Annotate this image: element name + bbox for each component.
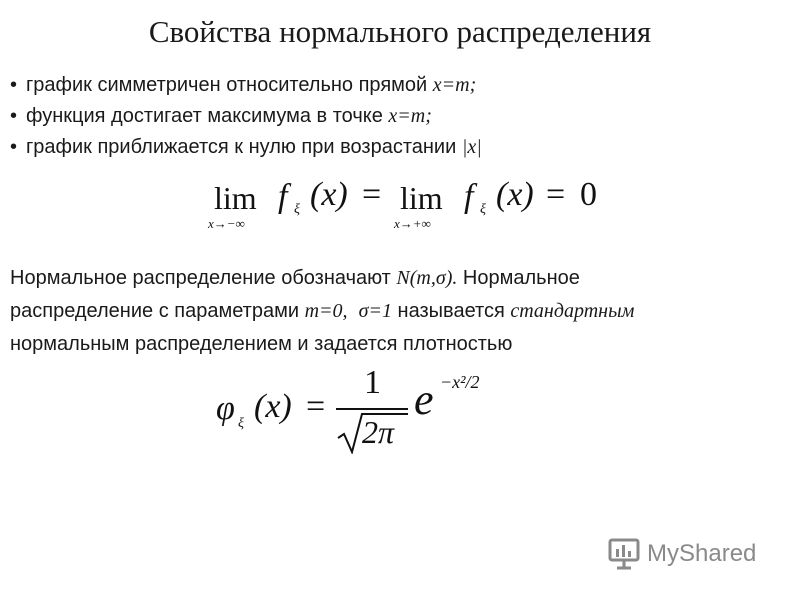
- param-sigma-math: σ=1: [358, 300, 392, 322]
- exp-power: −x²/2: [440, 372, 480, 392]
- text-span: Нормальное: [457, 267, 580, 289]
- density-formula: [216, 366, 516, 466]
- definition-paragraph: [10, 262, 790, 361]
- logo-text: MyShared: [647, 540, 757, 567]
- slide-title: Свойства нормального распределения: [148, 14, 652, 49]
- list-item-math: x=m;: [388, 105, 432, 127]
- fraction-bar: [336, 408, 408, 410]
- arg-right: (x): [496, 176, 534, 213]
- properties-list: [10, 70, 482, 163]
- xi-right: ξ: [480, 202, 486, 217]
- list-item-text: график симметричен относительно прямой: [26, 74, 433, 96]
- equals: =: [306, 388, 326, 425]
- paragraph-line: [10, 328, 790, 361]
- myshared-logo: [607, 537, 756, 571]
- text-span: распределение с параметрами: [10, 300, 305, 322]
- lim-left: lim: [214, 180, 257, 216]
- list-item-math: x=m;: [432, 74, 477, 96]
- text-span: Нормальное распределение обозначают: [10, 267, 397, 289]
- standard-term: стандартным: [510, 300, 635, 322]
- myshared-logo-icon: [607, 537, 641, 571]
- lim-left-subscript: x→−∞: [208, 216, 245, 231]
- denominator: 2π: [362, 414, 395, 450]
- phi-arg: (x): [254, 388, 292, 425]
- lim-right-subscript: x→+∞: [394, 216, 431, 231]
- limit-formula: [206, 176, 606, 236]
- equals-1: =: [362, 176, 382, 213]
- list-item-math: |x|: [461, 136, 482, 158]
- list-item-text: график приближается к нулю при возрастании: [26, 136, 462, 158]
- list-item: [10, 101, 482, 132]
- bullet-marker: •: [10, 74, 18, 96]
- list-item: [10, 132, 482, 163]
- text-span: называется: [392, 300, 511, 322]
- bullet-marker: •: [10, 136, 18, 158]
- paragraph-line: [10, 295, 790, 328]
- lim-right: lim: [400, 180, 443, 216]
- phi-subscript: ξ: [238, 416, 244, 431]
- zero: 0: [580, 176, 597, 213]
- arg-left: (x): [310, 176, 348, 213]
- paragraph-line: [10, 262, 790, 295]
- numerator: 1: [364, 364, 381, 401]
- list-item-text: функция достигает максимума в точке: [26, 105, 389, 127]
- exp-base: e: [414, 375, 434, 424]
- equals-2: =: [546, 176, 566, 213]
- text-span: нормальным распределением и задается плотностью: [10, 333, 513, 355]
- list-item: [10, 70, 482, 101]
- param-m-math: m=0,: [304, 300, 348, 322]
- bullet-marker: •: [10, 105, 18, 127]
- f-right: f: [464, 178, 474, 215]
- phi: φ: [216, 390, 235, 427]
- xi-left: ξ: [294, 202, 300, 217]
- notation-math: N(m,σ).: [396, 267, 458, 289]
- f-left: f: [278, 178, 288, 215]
